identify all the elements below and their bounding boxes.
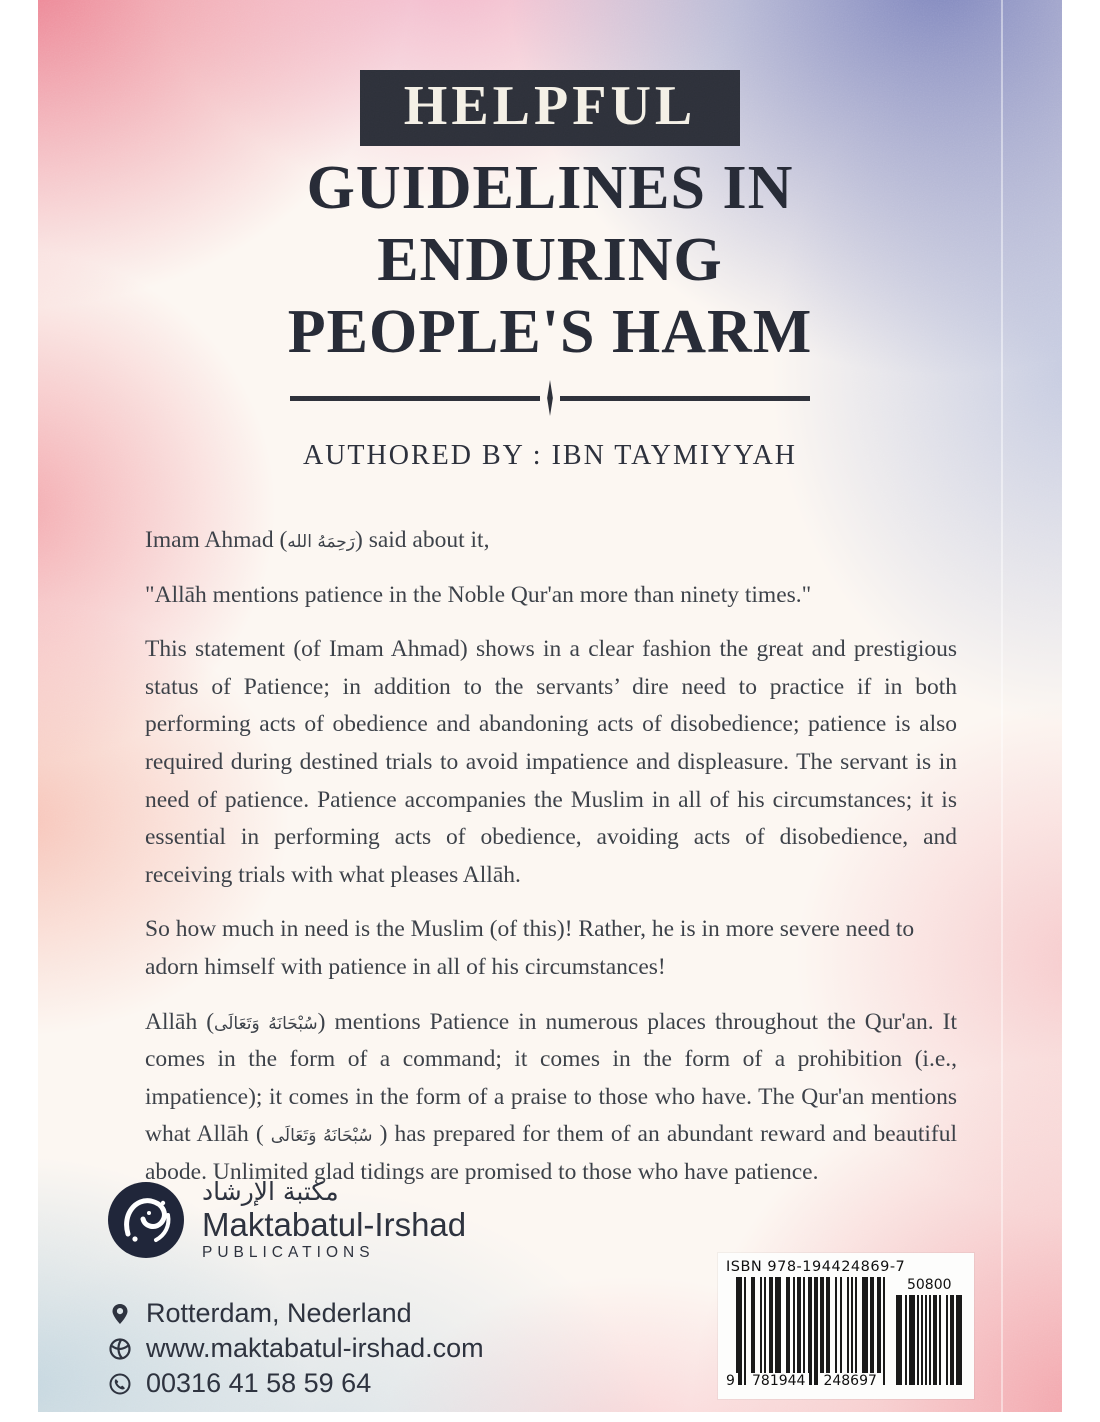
publisher-logo-icon	[106, 1180, 186, 1260]
contact-phone-row	[108, 1366, 484, 1401]
quote-line: "Allāh mentions patience in the Noble Qur'an more than ninety times."	[145, 581, 812, 608]
arabic-honorific: سُبْحَانَهُ وَتَعَالَى	[214, 1013, 318, 1034]
arabic-honorific: رَحِمَهُ الله	[287, 532, 355, 552]
title-badge: HELPFUL	[360, 70, 740, 146]
paragraph-2: This statement (of Imam Ahmad) shows in a clear fashion the great and prestigious status of Patience; in addition to the servants’ dire need to practice if in both performing acts of obedience and abandoning acts of disobedience; patience is also required during destined trials to avoid impatience and displeasure. The servant is in need of patience. Patience accompanies the Muslim in all of his circumstances; it is essential in performing acts of obedience, avoiding acts of disobedience, and receiving trials with what pleases Allāh.	[145, 636, 957, 888]
globe-icon	[108, 1337, 132, 1361]
publisher-name: Maktabatul-Irshad	[202, 1205, 467, 1243]
cover-background	[38, 0, 1062, 1412]
title-line-1: GUIDELINES IN	[306, 154, 794, 222]
website-text: www.maktabatul-irshad.com	[146, 1333, 484, 1363]
contact-website-row	[108, 1331, 484, 1366]
barcode-digits: 9 781944 248697	[726, 1373, 887, 1389]
location-text: Rotterdam, Nederland	[146, 1298, 412, 1328]
cover-crease-line	[1001, 0, 1003, 1412]
paragraph-3: So how much in need is the Muslim (of this)! Rather, he is in more severe need to adorn himself with patience in all of his circumstances!	[145, 916, 915, 980]
price-code: 50800	[906, 1277, 952, 1293]
back-cover-text	[38, 522, 1062, 1192]
isbn-number: ISBN 978-194424869-7	[726, 1259, 906, 1275]
price-addon-barcode	[893, 1277, 966, 1389]
publisher-arabic-name: مكتبة الإرشاد	[202, 1177, 339, 1206]
paragraph-4: Allāh (سُبْحَانَهُ وَتَعَالَى) mentions Patience in numerous places throughout the Qur'an. It comes in the form of a command; it comes in the form of a prohibition (i.e., impatience); it comes in the form of a praise to those who have. The Qur'an mentions what Allāh ( سُبْحَانَهُ وَتَعَالَى ) has prepared for them of an abundant reward and beautiful abode. Unlimited glad tidings are promised to those who have patience.	[145, 1008, 957, 1185]
arabic-honorific: سُبْحَانَهُ وَتَعَالَى	[270, 1126, 373, 1147]
contact-block	[108, 1296, 484, 1401]
ornamental-divider	[290, 380, 810, 416]
book-title	[38, 152, 1062, 368]
author-line: AUTHORED BY : IBN TAYMIYYAH	[302, 440, 798, 471]
phone-text: 00316 41 58 59 64	[146, 1368, 372, 1398]
divider-line-right	[560, 396, 810, 401]
title-line-2: ENDURING	[377, 226, 723, 294]
contact-location-row	[108, 1296, 484, 1331]
divider-line-left	[290, 396, 540, 401]
ean13-barcode	[726, 1277, 887, 1389]
location-pin-icon	[108, 1302, 132, 1326]
publisher-subtitle: PUBLICATIONS	[202, 1244, 375, 1262]
title-line-3: PEOPLE'S HARM	[287, 298, 813, 366]
diamond-ornament-icon	[542, 380, 558, 416]
publisher-block	[106, 1178, 466, 1262]
whatsapp-phone-icon	[108, 1372, 132, 1396]
isbn-barcode-label	[718, 1253, 974, 1399]
intro-line: Imam Ahmad (رَحِمَهُ الله) said about it,	[145, 527, 490, 553]
